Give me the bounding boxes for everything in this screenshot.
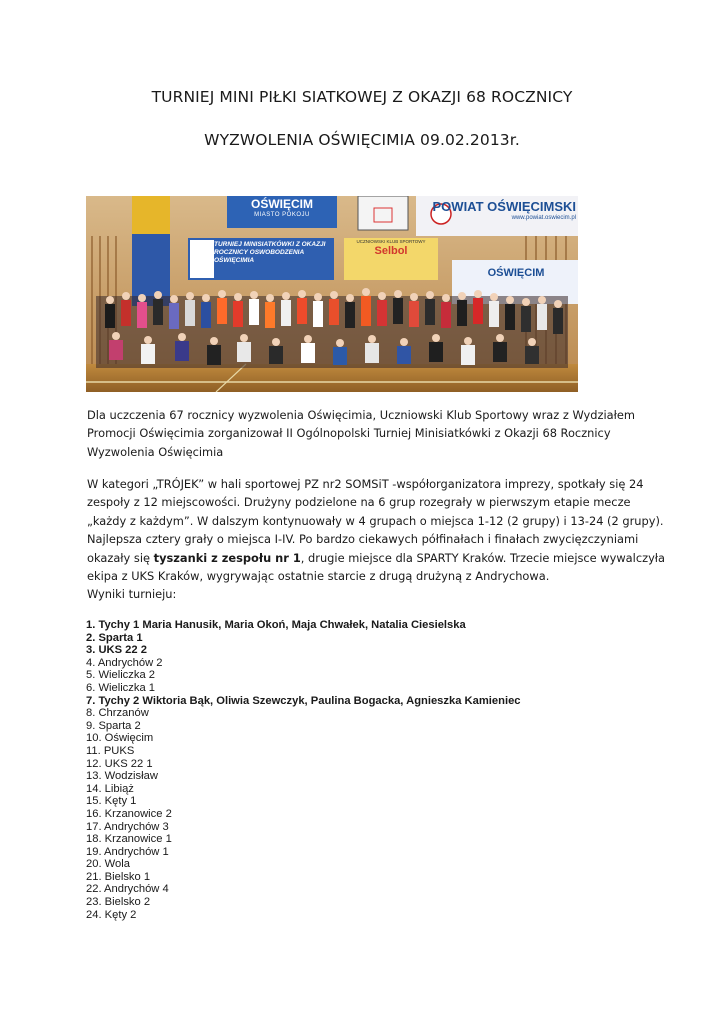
result-item: 12. UKS 22 1 (86, 757, 153, 770)
report-paragraph-line: zespoły z 12 miejscowości. Drużyny podzielone na 6 grup rozegrały w pierwszym etapie mecze (87, 495, 631, 510)
result-item: 23. Bielsko 2 (86, 896, 151, 909)
banner-oswiecim-top (227, 198, 337, 228)
result-item: 8. Chrzanów (86, 707, 149, 720)
report-paragraph-line: ekipa z UKS Kraków, wygrywając ostatnie starcie z drugą drużyną z Andrychowa. (87, 569, 550, 584)
results-heading: Wyniki turnieju: (87, 587, 177, 602)
report-paragraph-line: „każdy z każdym”. W dalszym kontynuowały w 4 grupach o miejsca 1-12 (2 grupy) i 13-24 (2 grupy). (87, 513, 664, 528)
result-item: 20. Wola (86, 858, 130, 871)
winner-highlight: tyszanki z zespołu nr 1 (153, 550, 301, 565)
banner-oswiecim-top-subtitle: MIASTO POKOJU (254, 212, 310, 218)
result-item: 14. Libiąż (86, 782, 134, 795)
banner-oswiecim-top-title: OŚWIĘCIM (251, 197, 313, 211)
result-item: 5. Wieliczka 2 (86, 669, 156, 682)
winner-outro-text: , drugie miejsce dla SPARTY Kraków. Trzecie miejsce wywalczyła (300, 550, 666, 565)
report-paragraph-line: W kategori „TRÓJEK” w hali sportowej PZ nr2 SOMSiT -współorganizatora imprezy, spotkały się 24 (87, 477, 644, 491)
results-list (86, 619, 521, 921)
result-item: 4. Andrychów 2 (86, 656, 163, 669)
intro-paragraph (87, 406, 642, 461)
result-item: 13. Wodzisław (86, 770, 158, 783)
result-item: 17. Andrychów 3 (86, 820, 169, 833)
intro-paragraph-line: Wyzwolenia Oświęcimia (87, 444, 224, 459)
result-item: 2. Sparta 1 (86, 631, 143, 644)
result-item: 3. UKS 22 2 (86, 644, 147, 657)
result-item: 15. Kęty 1 (86, 795, 137, 808)
result-item: 10. Oświęcim (86, 732, 154, 745)
banner-powiat (426, 200, 576, 234)
result-item: 9. Sparta 2 (86, 719, 141, 732)
report-paragraph-line (87, 549, 666, 567)
report-paragraph-line: Najlepsza cztery grały o miejsca I-IV. Po bardzo ciekawych półfinałach i finałach zwycięzczyniami (87, 532, 639, 547)
winner-intro-text: okazały się (87, 550, 154, 565)
intro-paragraph-line: Dla uczczenia 67 rocznicy wyzwolenia Oświęcimia, Uczniowski Klub Sportowy wraz z Wydziałem (87, 408, 635, 422)
team-photo (86, 196, 578, 392)
result-item: 16. Krzanowice 2 (86, 807, 172, 820)
result-item: 22. Andrychów 4 (86, 883, 169, 896)
result-item: 18. Krzanowice 1 (86, 833, 172, 846)
result-item: 7. Tychy 2 Wiktoria Bąk, Oliwia Szewczyk, Paulina Bogacka, Agnieszka Kamieniec (86, 694, 521, 707)
banner-powiat-url: www.powiat.oswiecim.pl (511, 215, 576, 221)
result-item: 21. Bielsko 1 (86, 870, 151, 883)
banner-turniej: TURNIEJ MINISIATKÓWKI Z OKAZJI ROCZNICY OSWOBODZENIA OŚWIĘCIMIA (214, 241, 326, 264)
report-paragraph (87, 475, 666, 604)
result-item: 1. Tychy 1 Maria Hanusik, Maria Okoń, Maja Chwałek, Natalia Ciesielska (86, 619, 466, 631)
result-item: 19. Andrychów 1 (86, 845, 169, 858)
document-title-line-2: WYZWOLENIA OŚWIĘCIMIA 09.02.2013r. (204, 131, 520, 149)
banner-oswiecim-right: OŚWIĘCIM (487, 267, 545, 279)
document-title-line-1: TURNIEJ MINI PIŁKI SIATKOWEJ Z OKAZJI 68 ROCZNICY (151, 88, 573, 106)
result-item: 6. Wieliczka 1 (86, 681, 156, 694)
banner-selbol: Selbol (374, 245, 408, 257)
banner-powiat-title: POWIAT OŚWIĘCIMSKI (432, 199, 576, 214)
intro-paragraph-line: Promocji Oświęcimia zorganizował II Ogólnopolski Turniej Minisiatkówki z Okazji 68 Rocznicy (87, 426, 611, 441)
result-item: 24. Kęty 2 (86, 908, 137, 921)
banner-selbol-caption: UCZNIOWSKI KLUB SPORTOWY (356, 239, 426, 244)
result-item: 11. PUKS (86, 744, 135, 757)
